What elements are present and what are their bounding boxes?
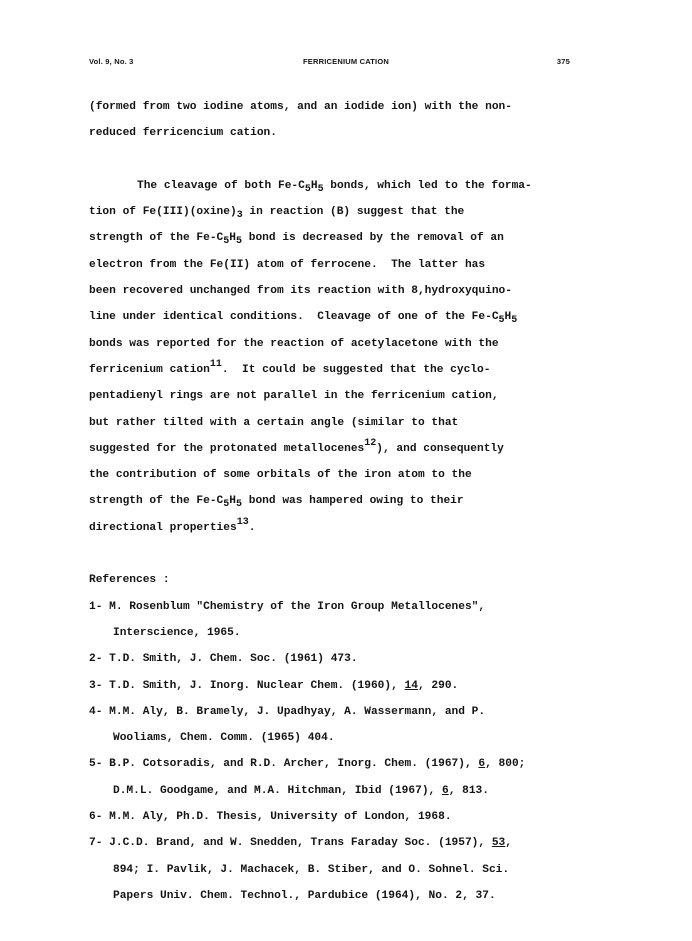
reference-4: 4- M.M. Aly, B. Bramely, J. Upadhyay, A. Wassermann, and P. bbox=[89, 705, 486, 718]
page-number: 375 bbox=[556, 57, 570, 66]
page-body bbox=[89, 94, 579, 909]
reference-2: 2- T.D. Smith, J. Chem. Soc. (1961) 473. bbox=[89, 653, 358, 666]
citation-12: 12 bbox=[364, 437, 377, 449]
paragraph2-line7: bonds was reported for the reaction of acetylacetone with the bbox=[89, 337, 499, 350]
paragraph2-line1: The cleavage of both $Fe-C_5H_5$ bonds, which led to the forma- bbox=[137, 179, 532, 195]
reference-5-cont: D.M.L. Goodgame, and M.A. Hitchman, Ibid (1967), 6, 813. bbox=[113, 784, 489, 797]
citation-11: 11 bbox=[209, 358, 222, 370]
paragraph2-line9: pentadienyl rings are not parallel in the ferricenium cation, bbox=[89, 390, 499, 403]
paragraph2-line6: line under identical conditions. Cleavage of one of the $Fe-C_5H_5$ bbox=[89, 311, 518, 327]
reference-3: 3- T.D. Smith, J. Inorg. Nuclear Chem. (1960), 14, 290. bbox=[89, 679, 459, 692]
paragraph2-line2: tion of $Fe(III)(oxine)_3$ in reaction (B) suggest that the bbox=[89, 206, 465, 222]
reference-1: 1- M. Rosenblum "Chemistry of the Iron Group Metallocenes", bbox=[89, 600, 486, 613]
paragraph2-line14: directional properties$^{13}$. bbox=[89, 516, 256, 534]
reference-6: 6- M.M. Aly, Ph.D. Thesis, University of London, 1968. bbox=[89, 811, 452, 824]
paragraph2-line11: suggested for the protonated metallocenes$^{12}$), and consequently bbox=[89, 437, 504, 455]
running-header-volume: Vol. 9, No. 3 bbox=[89, 57, 134, 66]
references-heading: References : bbox=[89, 574, 170, 587]
paragraph2-line12: the contribution of some orbitals of the iron atom to the bbox=[89, 469, 472, 482]
paragraph1-line2: reduced ferricencium cation. bbox=[89, 127, 277, 140]
running-header-title: FERRICENIUM CATION bbox=[303, 57, 389, 66]
citation-13: 13 bbox=[236, 516, 249, 528]
reference-1-cont: Interscience, 1965. bbox=[113, 626, 241, 639]
paragraph2-line13: strength of the $Fe-C_5H_5$ bond was hampered owing to their bbox=[89, 495, 464, 511]
paragraph2-line5: been recovered unchanged from its reaction with 8,hydroxyquino- bbox=[89, 285, 512, 298]
paragraph1-line1: (formed from two iodine atoms, and an iodide ion) with the non- bbox=[89, 101, 512, 113]
reference-5: 5- B.P. Cotsoradis, and R.D. Archer, Inorg. Chem. (1967), 6, 800; bbox=[89, 758, 526, 771]
paragraph2-line3: strength of the $Fe-C_5H_5$ bond is decreased by the removal of an bbox=[89, 232, 504, 248]
reference-7-cont2: Papers Univ. Chem. Technol., Pardubice (1964), No. 2, 37. bbox=[113, 889, 496, 902]
paragraph2-line8: ferricenium cation$^{11}$. It could be suggested that the cyclo- bbox=[89, 358, 491, 376]
reference-7: 7- J.C.D. Brand, and W. Snedden, Trans Faraday Soc. (1957), 53, bbox=[89, 837, 512, 850]
reference-7-cont: 894; I. Pavlik, J. Machacek, B. Stiber, and O. Sohnel. Sci. bbox=[113, 863, 510, 876]
paragraph2-line10: but rather tilted with a certain angle (similar to that bbox=[89, 416, 459, 429]
reference-4-cont: Wooliams, Chem. Comm. (1965) 404. bbox=[113, 732, 335, 745]
paragraph2-line4: electron from the Fe(II) atom of ferrocene. The latter has bbox=[89, 258, 486, 271]
